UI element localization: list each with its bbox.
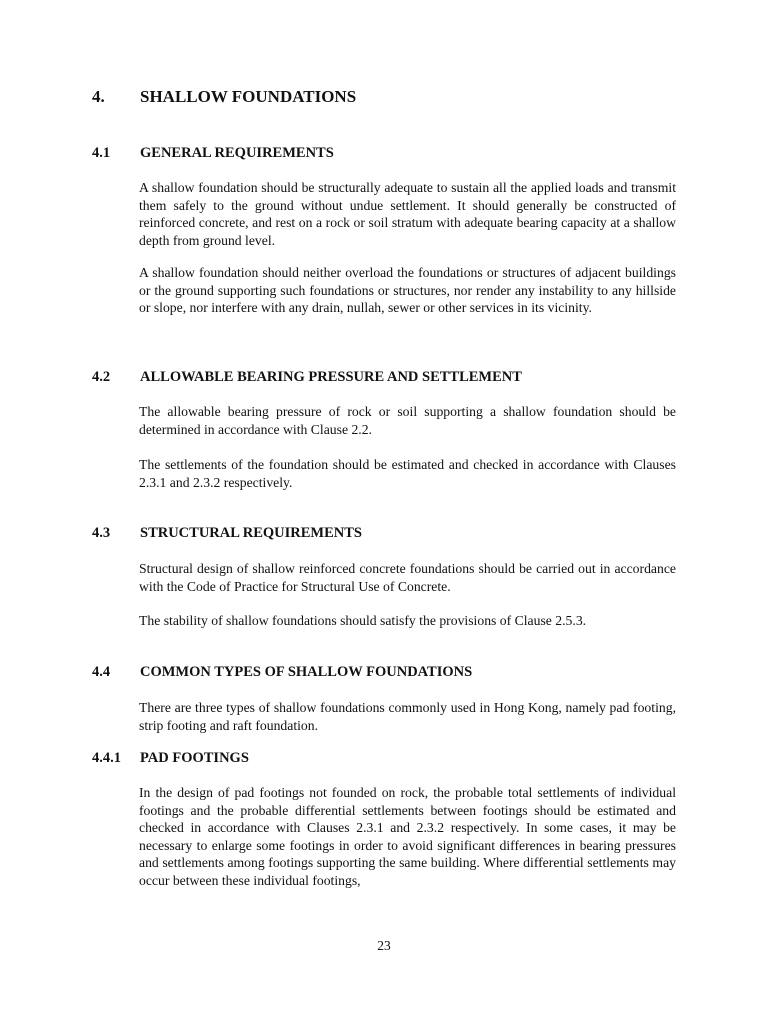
section-heading-4-2	[92, 369, 522, 386]
chapter-number: 4.	[92, 87, 105, 106]
section-title: PAD FOOTINGS	[140, 750, 249, 766]
section-heading-4-1	[92, 145, 334, 162]
paragraph: Structural design of shallow reinforced concrete foundations should be carried out in accordance with the Code of Practice for Structural Use of Concrete.	[139, 561, 676, 594]
paragraph: The stability of shallow foundations should satisfy the provisions of Clause 2.5.3.	[139, 613, 587, 628]
chapter-heading	[92, 87, 356, 107]
section-number: 4.1	[92, 145, 111, 161]
section-number: 4.2	[92, 369, 111, 385]
paragraph: In the design of pad footings not founded on rock, the probable total settlements of individual footings and the probable differential settlements between footings should be estimated and checked in accordance with Clauses 2.3.1 and 2.3.2 respectively. In some cases, it may be necessary to enlarge some footings in order to avoid significant differences in bearing pressures and settlements among footings supporting the same building. Where differential settlements may occur between these individual footings,	[139, 785, 676, 888]
section-number: 4.4	[92, 664, 111, 680]
paragraph: A shallow foundation should neither overload the foundations or structures of adjacent buildings or the ground supporting such foundations or structures, nor render any instability to any hillside or slope, nor interfere with any drain, nullah, sewer or other services in its vicinity.	[139, 265, 676, 315]
section-number: 4.4.1	[92, 750, 121, 766]
paragraph: The allowable bearing pressure of rock or soil supporting a shallow foundation should be determined in accordance with Clause 2.2.	[139, 404, 676, 437]
section-heading-4-4-1	[92, 750, 249, 767]
page-number: 23	[377, 938, 391, 953]
paragraph: There are three types of shallow foundations commonly used in Hong Kong, namely pad footing, strip footing and raft foundation.	[139, 700, 676, 733]
section-title: ALLOWABLE BEARING PRESSURE AND SETTLEMENT	[140, 369, 522, 385]
paragraph: A shallow foundation should be structurally adequate to sustain all the applied loads and transmit them safely to the ground without undue settlement. It should generally be constructed of reinforced concrete, and rest on a rock or soil stratum with adequate bearing capacity at a shallow depth from ground level.	[139, 180, 676, 248]
chapter-title: SHALLOW FOUNDATIONS	[140, 87, 357, 106]
section-title: COMMON TYPES OF SHALLOW FOUNDATIONS	[140, 664, 473, 680]
section-title: GENERAL REQUIREMENTS	[140, 145, 334, 161]
section-heading-4-3	[92, 525, 362, 542]
paragraph: The settlements of the foundation should be estimated and checked in accordance with Clauses 2.3.1 and 2.3.2 respectively.	[139, 457, 676, 490]
section-heading-4-4	[92, 664, 472, 681]
section-number: 4.3	[92, 525, 111, 541]
section-title: STRUCTURAL REQUIREMENTS	[140, 525, 362, 541]
